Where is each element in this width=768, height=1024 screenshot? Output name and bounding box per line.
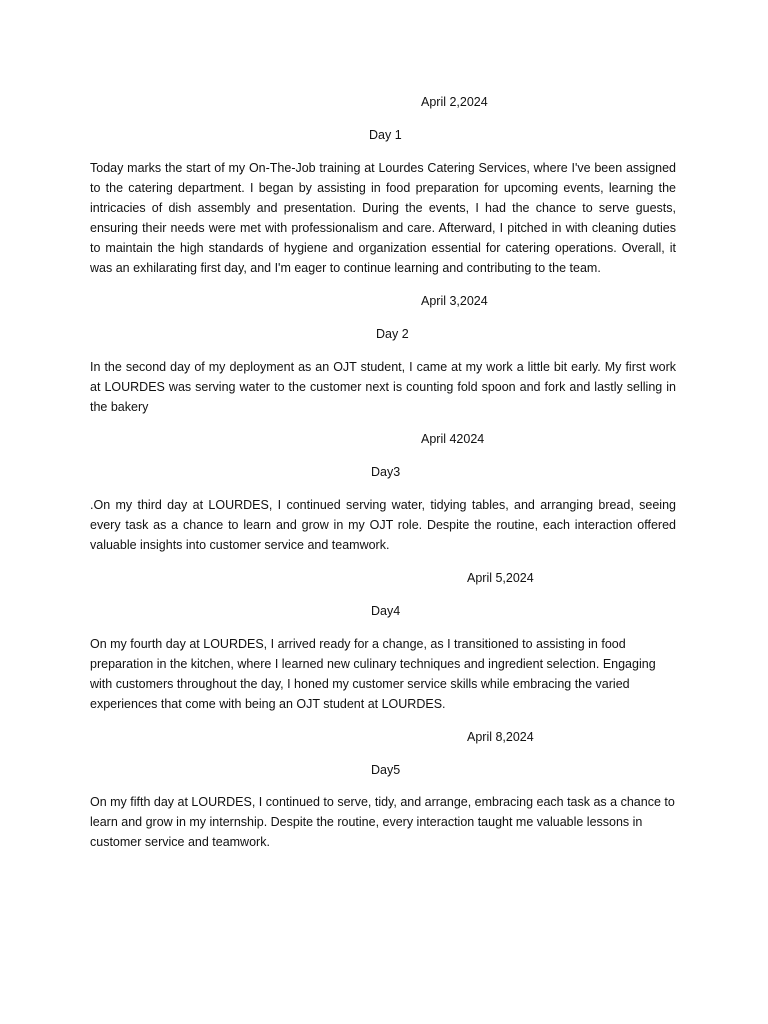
entry-text: In the second day of my deployment as an OJT student, I came at my work a little bit early. My first work at LOURDES was serving water to the customer next is counting fold spoon and fork and lastly selling in the bakery [90,360,676,414]
entry-date: April 8,2024 [467,730,534,744]
entry-day: Day 1 [369,128,402,142]
entry-text: Today marks the start of my On-The-Job training at Lourdes Catering Services, where I've been assigned to the catering department. I began by assisting in food preparation for upcoming events, learning the intricacies of dish assembly and presentation. During the events, I had the chance to serve guests, ensuring their needs were met with professionalism and care. Afterward, I pitched in with cleaning duties to maintain the high standards of hygiene and organization essential for catering operations. Overall, it was an exhilarating first day, and I'm eager to continue learning and contributing to the team. [90,161,676,275]
entry-day: Day4 [371,604,401,618]
entry-text: .On my third day at LOURDES, I continued serving water, tidying tables, and arranging bread, seeing every task as a chance to learn and grow in my OJT role. Despite the routine, each interaction offered valuable insights into customer service and teamwork. [90,498,676,552]
entry-day: Day 2 [376,327,409,341]
entry-date: April 42024 [421,432,485,446]
entry-text: On my fourth day at LOURDES, I arrived ready for a change, as I transitioned to assisting in food preparation in the kitchen, where I learned new culinary techniques and ingredient selection. Engaging with customers throughout the day, I honed my customer service skills while embracing the varied experiences that come with being an OJT student at LOURDES. [90,637,656,711]
entry-date: April 5,2024 [467,571,534,585]
entry-date: April 3,2024 [421,294,488,308]
entry-text: On my fifth day at LOURDES, I continued to serve, tidy, and arrange, embracing each task as a chance to learn and grow in my internship. Despite the routine, every interaction taught me valuable lessons in customer service and teamwork. [90,795,675,849]
entry-date: April 2,2024 [421,95,488,109]
entry-day: Day5 [371,763,401,777]
entry-day: Day3 [371,465,401,479]
